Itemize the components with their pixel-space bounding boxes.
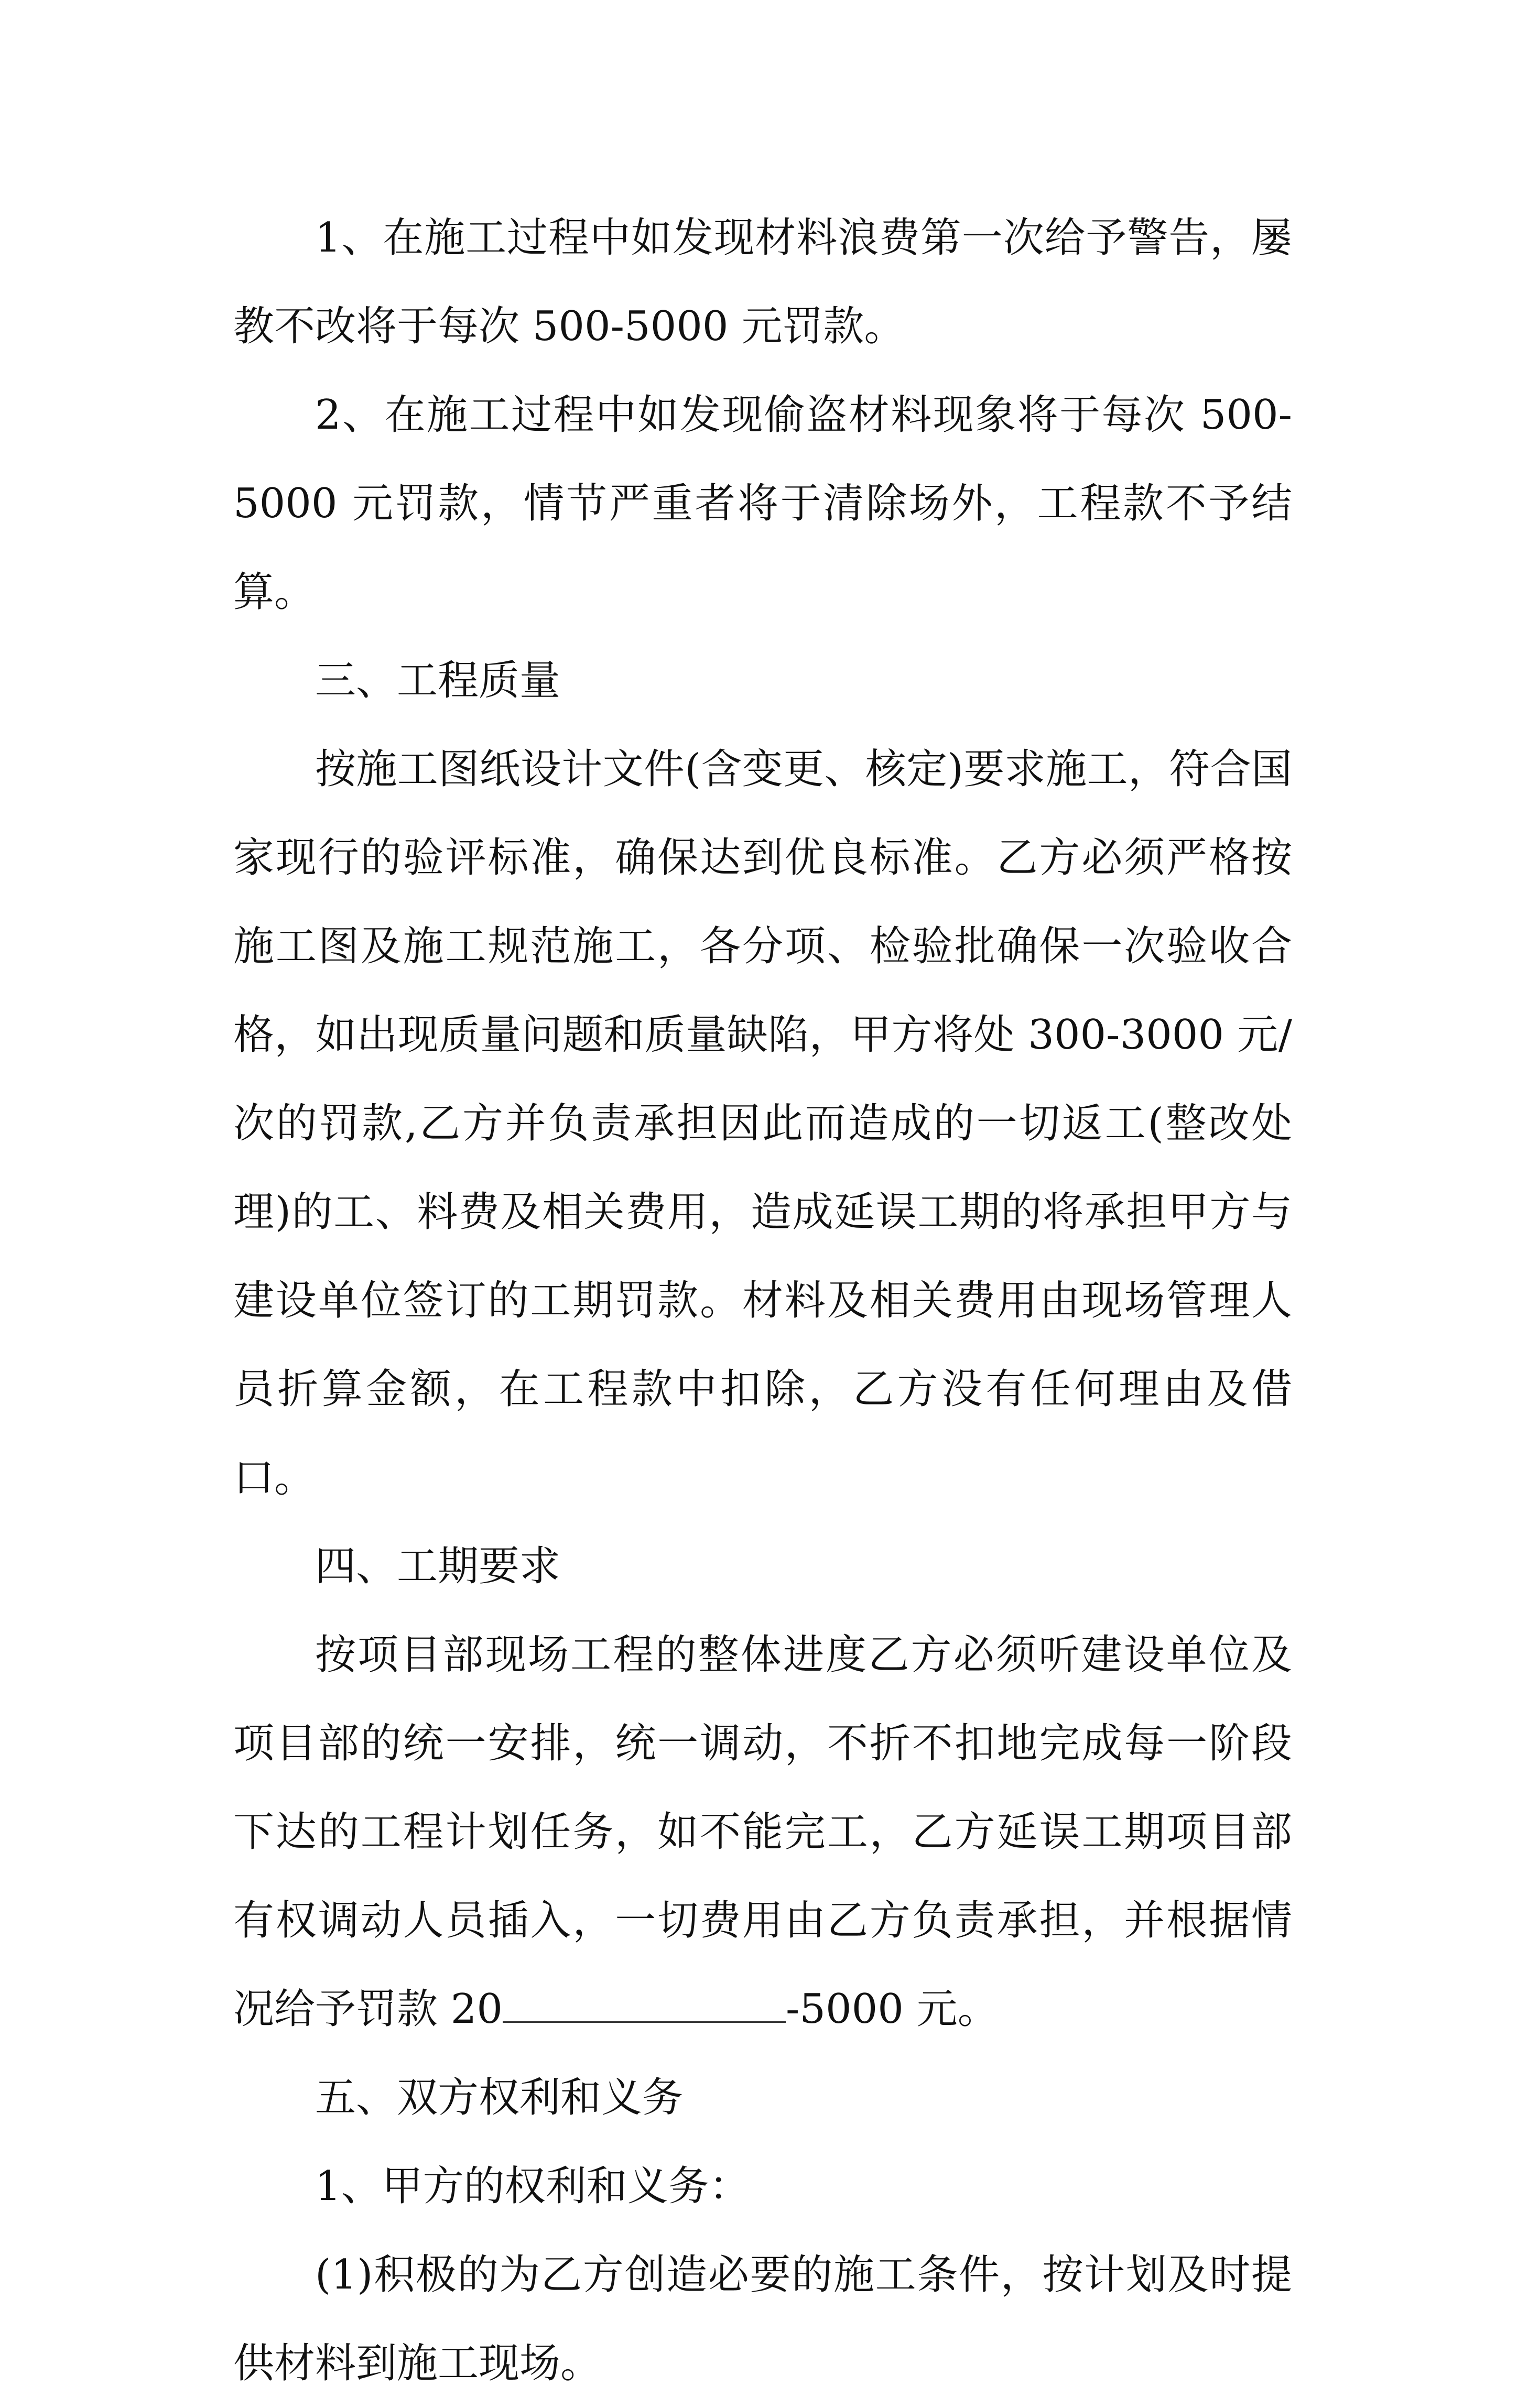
clause-material-waste: 1、在施工过程中如发现材料浪费第一次给予警告，屡教不改将于每次 500-5000 元罚款。 [233,214,1292,350]
paragraph-schedule [233,1611,1292,2054]
section-heading-schedule: 四、工期要求 [315,1543,561,1590]
paragraph-schedule-text: 按项目部现场工程的整体进度乙方必须听建设单位及项目部的统一安排，统一调动，不折不扣地完成每一阶段下达的工程计划任务，如不能完工，乙方延误工期项目部有权调动人员插入，一切费用由乙方负责承担，并根据情况给予罚款 20 [233,1631,1292,2033]
subheading-party-a: 1、甲方的权利和义务： [315,2163,750,2210]
fill-in-blank [503,1990,786,2023]
clause-material-theft: 2、在施工过程中如发现偷盗材料现象将于每次 500-5000 元罚款，情节严重者将于清除场外，工程款不予结算。 [233,391,1292,616]
section-heading-quality: 三、工程质量 [315,657,561,704]
paragraph-schedule-tail: -5000 元。 [786,1986,999,2033]
section-heading-rights: 五、双方权利和义务 [315,2074,684,2121]
paragraph-quality: 按施工图纸设计文件(含变更、核定)要求施工，符合国家现行的验评标准，确保达到优良标准。乙方必须严格按施工图及施工规范施工，各分项、检验批确保一次验收合格，如出现质量问题和质量缺陷，甲方将处 300-3000 元/次的罚款,乙方并负责承担因此而造成的一切返工(整改处理)的工、料费及相关费用，造成延误工期的将承担甲方与建设单位签订的工期罚款。材料及相关费用由现场管理人员折算金额，在工程款中扣除，乙方没有任何理由及借口。 [233,746,1292,1501]
clause-party-a-1: (1)积极的为乙方创造必要的施工条件，按计划及时提供材料到施工现场。 [233,2251,1292,2387]
document-body [233,194,1292,2408]
